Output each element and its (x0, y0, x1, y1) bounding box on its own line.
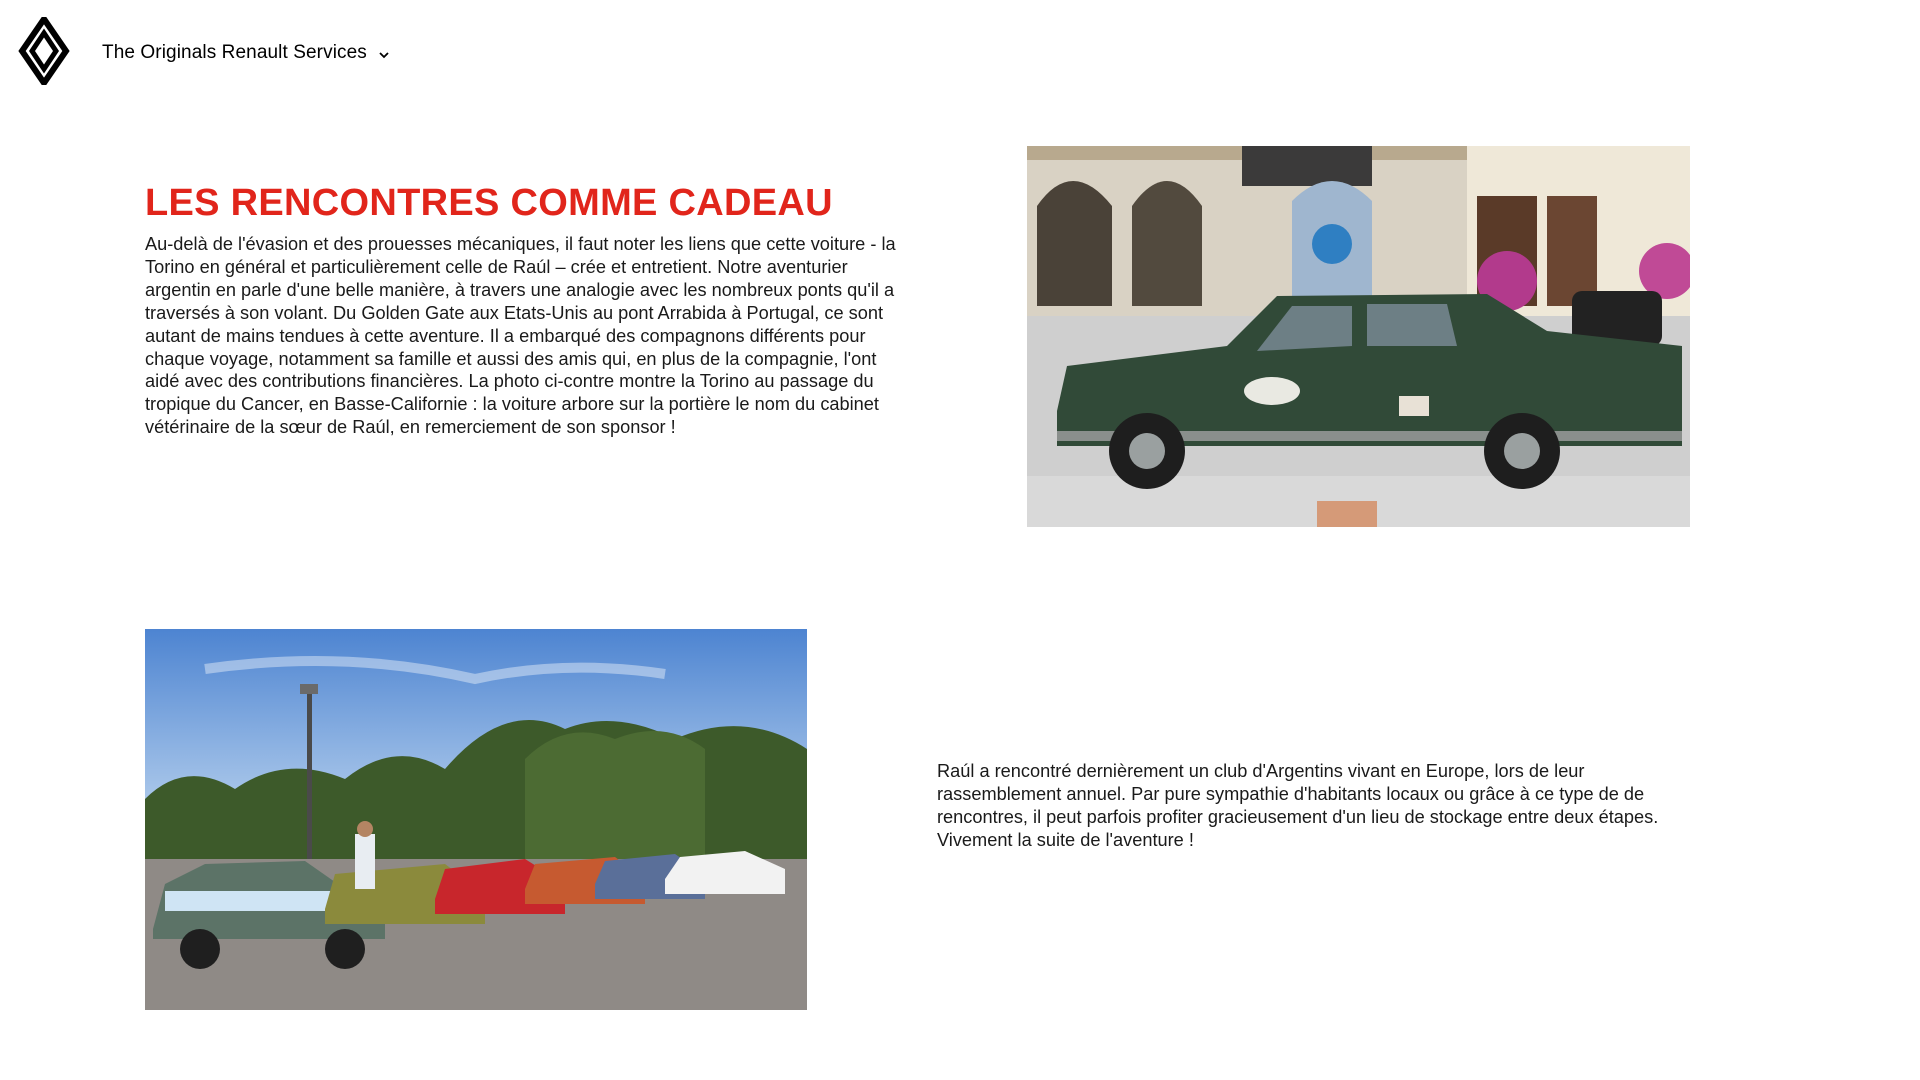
section-title: LES RENCONTRES COMME CADEAU (145, 182, 833, 224)
classic-cars-club-photo (145, 629, 807, 1010)
nav-menu-label: The Originals Renault Services (102, 42, 367, 63)
services-nav-menu[interactable] (102, 38, 391, 68)
green-torino-car-photo (1027, 146, 1690, 527)
chevron-down-icon (377, 48, 391, 62)
article-paragraph-2: Raúl a rencontré dernièrement un club d'Argentins vivant en Europe, lors de leur rassemblement annuel. Par pure sympathie d'habitants locaux ou grâce à ce type de de rencontres, il peut parfois profiter gracieusement d'un lieu de stockage entre deux étapes. Vivement la suite de l'aventure ! (937, 761, 1659, 850)
article-paragraph-1: Au-delà de l'évasion et des prouesses mécaniques, il faut noter les liens que cette voiture - la Torino en général et particulièrement celle de Raúl – crée et entretient. Notre aventurier argentin en parle d'une belle manière, à travers une analogie avec les nombreux ponts qu'il a traversés à son volant. Du Golden Gate aux Etats-Unis au pont Arrabida à Portugal, ce sont autant de mains tendues à cette aventure. Il a embarqué des compagnons différents pour chaque voyage, notamment sa famille et aussi des amis qui, en plus de la compagnie, l'ont aidé avec des contributions financières. La photo ci-contre montre la Torino au passage du tropique du Cancer, en Basse-Californie : la voiture arbore sur la portière le nom du cabinet vétérinaire de la sœur de Raúl, en remerciement de son sponsor ! (145, 234, 896, 438)
renault-logo-icon[interactable] (18, 17, 70, 85)
site-header (0, 0, 1920, 108)
